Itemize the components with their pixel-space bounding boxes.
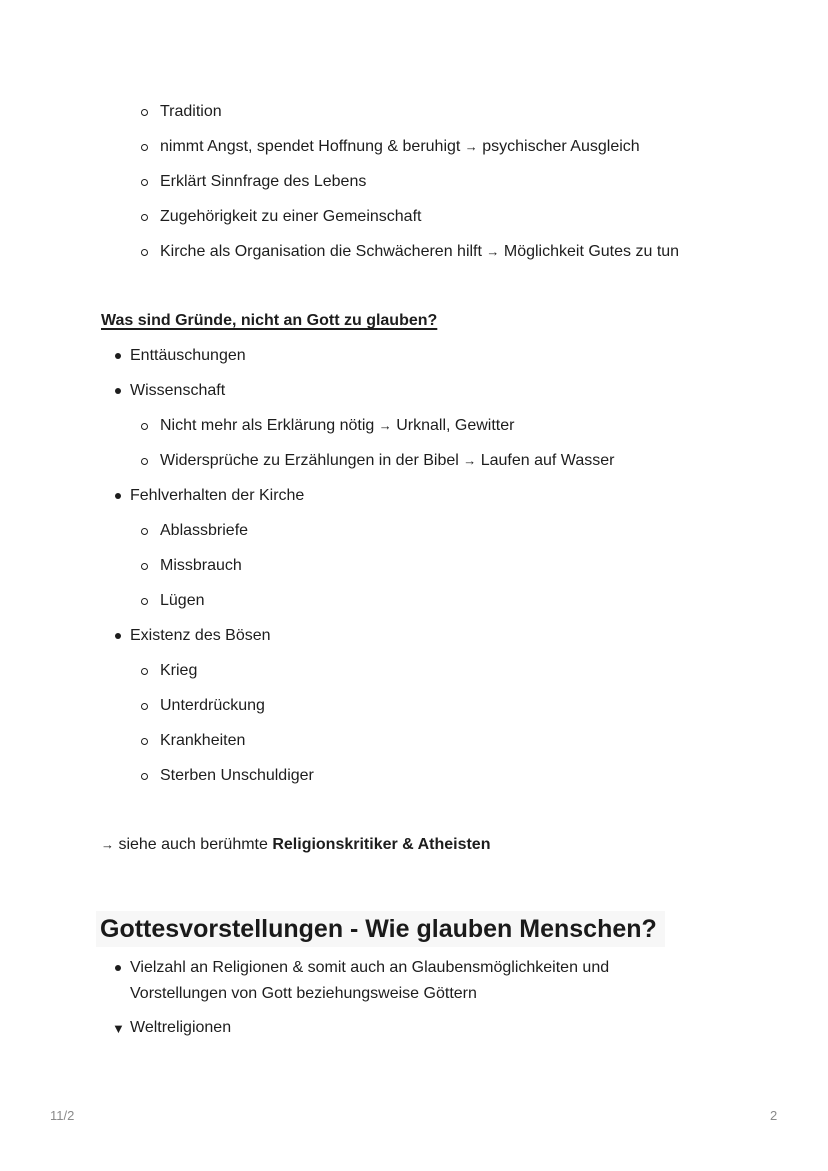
list-item: Fehlverhalten der Kirche bbox=[130, 487, 305, 504]
circle-bullet-icon bbox=[141, 458, 148, 465]
arrow-right-icon: → bbox=[464, 139, 478, 154]
bullet-icon bbox=[115, 965, 121, 971]
list-item: Unterdrückung bbox=[160, 697, 265, 714]
list-item: Widersprüche zu Erzählungen in der Bibel → Laufen auf Wasser bbox=[160, 452, 615, 469]
footer-page-number: 2 bbox=[770, 1108, 778, 1123]
list-item: Vielzahl an Religionen & somit auch an Glaubensmöglichkeiten und Vorstellungen von Gott beziehungsweise Göttern bbox=[130, 959, 610, 1002]
see-also-line: → siehe auch berühmte Religionskritiker & Atheisten bbox=[101, 836, 491, 853]
bullet-icon bbox=[115, 353, 121, 359]
list-item: Krieg bbox=[160, 662, 198, 679]
circle-bullet-icon bbox=[141, 703, 148, 710]
bullet-icon bbox=[115, 633, 121, 639]
list-item: Wissenschaft bbox=[130, 382, 226, 399]
footer-left: 11/2 bbox=[50, 1108, 75, 1123]
circle-bullet-icon bbox=[141, 668, 148, 675]
circle-bullet-icon bbox=[141, 563, 148, 570]
list-item: nimmt Angst, spendet Hoffnung & beruhigt → psychischer Ausgleich bbox=[160, 138, 640, 155]
list-item: Nicht mehr als Erklärung nötig → Urknall, Gewitter bbox=[160, 417, 515, 434]
circle-bullet-icon bbox=[141, 179, 148, 186]
see-also-bold: Religionskritiker & Atheisten bbox=[272, 836, 491, 853]
list-item: Zugehörigkeit zu einer Gemeinschaft bbox=[160, 208, 422, 225]
circle-bullet-icon bbox=[141, 598, 148, 605]
bullet-icon bbox=[115, 388, 121, 394]
circle-bullet-icon bbox=[141, 528, 148, 535]
circle-bullet-icon bbox=[141, 738, 148, 745]
arrow-right-icon: → bbox=[101, 837, 114, 852]
toggle-weltreligionen[interactable]: Weltreligionen bbox=[130, 1019, 232, 1036]
circle-bullet-icon bbox=[141, 214, 148, 221]
circle-bullet-icon bbox=[141, 109, 148, 116]
bullet-icon bbox=[115, 493, 121, 499]
list-item: Enttäuschungen bbox=[130, 347, 246, 364]
list-item: Ablassbriefe bbox=[160, 522, 249, 539]
list-item: Erklärt Sinnfrage des Lebens bbox=[160, 173, 367, 190]
section-question-heading: Was sind Gründe, nicht an Gott zu glauben? bbox=[101, 312, 438, 329]
arrow-right-icon: → bbox=[378, 418, 392, 433]
circle-bullet-icon bbox=[141, 773, 148, 780]
circle-bullet-icon bbox=[141, 423, 148, 430]
list-item: Kirche als Organisation die Schwächeren hilft → Möglichkeit Gutes zu tun bbox=[160, 243, 680, 260]
list-item: Missbrauch bbox=[160, 557, 242, 574]
list-item: Tradition bbox=[160, 103, 222, 120]
circle-bullet-icon bbox=[141, 249, 148, 256]
list-item: Sterben Unschuldiger bbox=[160, 767, 314, 784]
arrow-right-icon: → bbox=[486, 244, 500, 259]
arrow-right-icon: → bbox=[463, 453, 477, 468]
toggle-triangle-icon[interactable]: ▼ bbox=[112, 1021, 125, 1036]
list-item: Krankheiten bbox=[160, 732, 246, 749]
list-item: Existenz des Bösen bbox=[130, 627, 271, 644]
list-item: Lügen bbox=[160, 592, 205, 609]
page-heading: Gottesvorstellungen - Wie glauben Menschen? bbox=[96, 911, 665, 947]
circle-bullet-icon bbox=[141, 144, 148, 151]
